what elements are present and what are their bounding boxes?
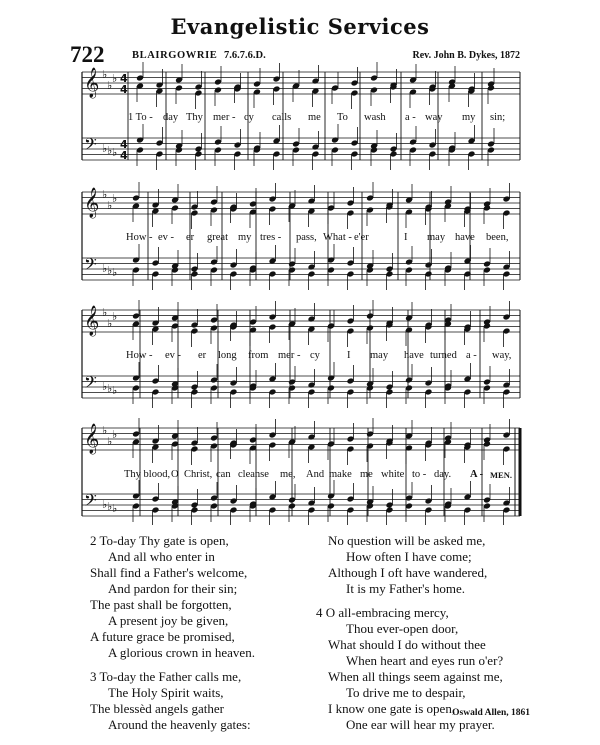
flat-sign: ♭ <box>107 382 113 395</box>
treble-clef: 𝄞 <box>84 68 100 98</box>
time-signature: 4 <box>120 138 128 151</box>
treble-clef: 𝄞 <box>84 424 100 454</box>
lyric-syllable: great <box>207 232 228 243</box>
tune-name: BLAIRGOWRIE <box>132 50 218 61</box>
lyric-syllable: Thy blood, <box>124 469 171 480</box>
lyric-syllable: A - <box>470 469 484 480</box>
verse-line: One ear will hear my prayer. <box>346 717 495 732</box>
lyric-syllable: have <box>404 350 424 361</box>
treble-clef: 𝄞 <box>84 188 100 218</box>
verse-line: I know one gate is open, <box>328 701 456 716</box>
time-signature: 4 <box>120 83 128 96</box>
verse-line: And all who enter in <box>108 549 215 564</box>
lyric-syllable: And <box>306 469 325 480</box>
lyric-syllable: my <box>238 232 252 243</box>
lyric-syllable: way <box>425 112 443 123</box>
flat-sign: ♭ <box>112 384 118 397</box>
verse-line: The blessèd angels gather <box>90 701 224 716</box>
verse-line: 2 To-day Thy gate is open, <box>90 533 229 548</box>
verse-3-continued <box>328 533 503 597</box>
lyric-syllable: me, <box>280 469 296 480</box>
flat-sign: ♭ <box>102 380 108 393</box>
lyric-syllable: calls <box>272 112 292 123</box>
lyric-syllable: Thy <box>186 112 203 123</box>
verse-line: And pardon for their sin; <box>108 581 238 596</box>
bass-clef: 𝄢 <box>84 490 97 514</box>
flat-sign: ♭ <box>102 306 108 319</box>
meter: 7.6.7.6.D. <box>224 50 266 61</box>
lyric-syllable: To <box>337 112 348 123</box>
verse-line: To drive me to despair, <box>346 685 466 700</box>
lyric-syllable: me <box>308 112 321 123</box>
bass-clef: 𝄢 <box>84 372 97 396</box>
flat-sign: ♭ <box>102 262 108 275</box>
lyric-syllable: me <box>360 469 373 480</box>
flat-sign: ♭ <box>107 264 113 277</box>
verse-line: Shall find a Father's welcome, <box>90 565 248 580</box>
lyric-syllable: mer - <box>278 350 301 361</box>
lyric-syllable: from <box>248 350 269 361</box>
lyric-syllable: cy <box>310 350 320 361</box>
verse-line: The past shall be forgotten, <box>90 597 232 612</box>
flat-sign: ♭ <box>107 79 113 92</box>
flat-sign: ♭ <box>112 146 118 159</box>
verse-line: When heart and eyes run o'er? <box>346 653 504 668</box>
lyric-syllable: e'er <box>354 232 369 243</box>
flat-sign: ♭ <box>102 68 108 81</box>
flat-sign: ♭ <box>112 266 118 279</box>
verse-line: 3 To-day the Father calls me, <box>90 669 242 684</box>
lyric-syllable: O <box>171 469 179 480</box>
lyric-syllable: can <box>216 469 231 480</box>
lyric-syllable: day. <box>434 469 452 480</box>
verse-line: A future grace be promised, <box>90 629 235 644</box>
lyric-syllable: long <box>218 350 237 361</box>
lyric-syllable: cleanse <box>238 469 269 480</box>
flat-sign: ♭ <box>102 188 108 201</box>
lyric-syllable: I <box>404 232 408 243</box>
lyric-syllable: er <box>186 232 195 243</box>
lyric-syllable: I <box>347 350 351 361</box>
lyric-syllable: tres - <box>260 232 282 243</box>
lyric-syllable: to - <box>412 469 427 480</box>
lyric-syllable: cy <box>244 112 254 123</box>
flat-sign: ♭ <box>102 424 108 437</box>
verse-line: How often I have come; <box>346 549 472 564</box>
lyric-syllable: make <box>329 469 352 480</box>
verse-line: What should I do without thee <box>328 637 486 652</box>
verse-line: No question will be asked me, <box>328 533 486 548</box>
flat-sign: ♭ <box>112 310 118 323</box>
bass-clef: 𝄢 <box>84 134 97 158</box>
flat-sign: ♭ <box>112 428 118 441</box>
verse-line: A glorious crown in heaven. <box>108 645 255 660</box>
verse-line: A present joy be given, <box>108 613 229 628</box>
flat-sign: ♭ <box>102 142 108 155</box>
time-signature: 4 <box>120 149 128 162</box>
lyric-syllable: 1 To - <box>128 112 153 123</box>
lyric-syllable: MEN. <box>490 470 512 480</box>
flat-sign: ♭ <box>112 502 118 515</box>
lyric-syllable: a - <box>405 112 416 123</box>
lyric-syllable: white <box>381 469 405 480</box>
treble-clef: 𝄞 <box>84 306 100 336</box>
verse-line: The Holy Spirit waits, <box>108 685 224 700</box>
lyric-syllable: have <box>455 232 475 243</box>
lyric-syllable: er <box>198 350 207 361</box>
lyric-syllable: How - <box>126 350 153 361</box>
flat-sign: ♭ <box>112 192 118 205</box>
lyric-syllable: ev - <box>165 350 182 361</box>
lyric-syllable: pass, <box>296 232 317 243</box>
lyric-syllable: way, <box>492 350 512 361</box>
flat-sign: ♭ <box>112 72 118 85</box>
lyric-syllable: How - <box>126 232 153 243</box>
lyric-syllable: been, <box>486 232 509 243</box>
verse-line: Around the heavenly gates: <box>108 717 251 732</box>
page-title: Evangelistic Services <box>170 14 430 39</box>
verse-line: Thou ever-open door, <box>346 621 459 636</box>
author-credit: Oswald Allen, 1861 <box>452 708 530 718</box>
verse-line: Although I oft have wandered, <box>328 565 488 580</box>
verse-line: When all things seem against me, <box>328 669 503 684</box>
bass-clef: 𝄢 <box>84 254 97 278</box>
flat-sign: ♭ <box>107 317 113 330</box>
lyric-syllable: my <box>462 112 476 123</box>
lyric-syllable: What - <box>323 232 352 243</box>
lyric-syllable: day <box>163 112 179 123</box>
verse-line: It is my Father's home. <box>346 581 465 596</box>
lyric-syllable: wash <box>364 112 386 123</box>
lyric-syllable: a - <box>466 350 477 361</box>
time-signature: 4 <box>120 72 128 85</box>
hymn-number: 722 <box>70 42 105 67</box>
verses-left-column <box>90 533 255 741</box>
lyric-syllable: Christ, <box>184 469 213 480</box>
flat-sign: ♭ <box>107 199 113 212</box>
lyric-syllable: mer - <box>213 112 236 123</box>
verse-line: 4 O all-embracing mercy, <box>316 605 449 620</box>
flat-sign: ♭ <box>102 498 108 511</box>
verse-2 <box>90 533 255 661</box>
flat-sign: ♭ <box>107 500 113 513</box>
composer-credit: Rev. John B. Dykes, 1872 <box>412 50 520 61</box>
lyric-syllable: may <box>427 232 446 243</box>
lyric-syllable: may <box>370 350 389 361</box>
lyric-syllable: ev - <box>158 232 175 243</box>
flat-sign: ♭ <box>107 435 113 448</box>
flat-sign: ♭ <box>107 144 113 157</box>
lyric-syllable: turned <box>430 350 457 361</box>
verse-3 <box>90 669 255 733</box>
lyric-syllable: sin; <box>490 112 506 123</box>
